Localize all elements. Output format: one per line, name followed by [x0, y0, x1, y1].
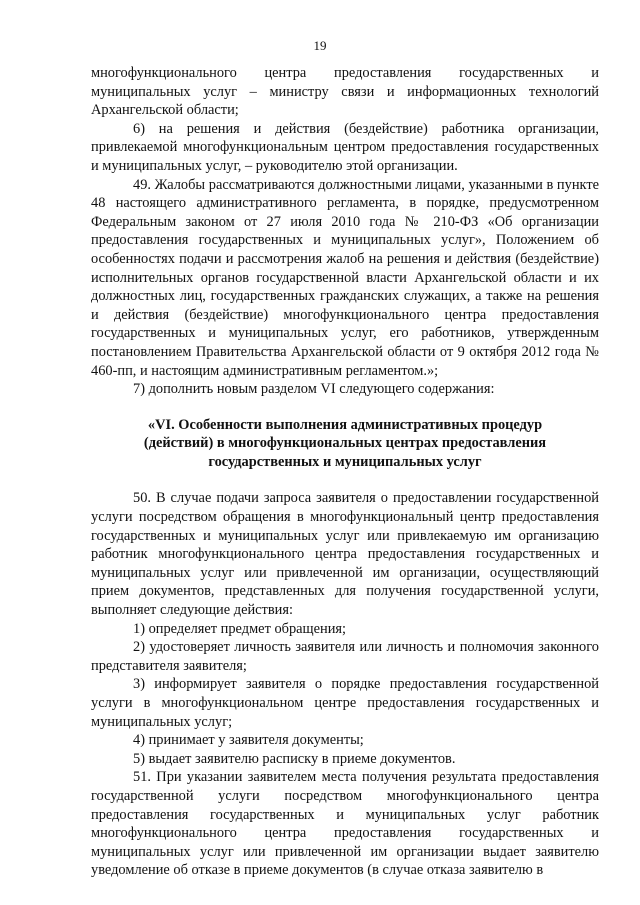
- paragraph-item-7: 7) дополнить новым разделом VI следующего содержания:: [133, 381, 495, 398]
- list-item-2: 2) удостоверяет личность заявителя или личность и полномочия законного представителя заявителя;: [91, 639, 599, 674]
- list-item-4: 4) принимает у заявителя документы;: [133, 732, 364, 749]
- paragraph-51: 51. При указании заявителем места получения результата предоставления государственной услуги посредством многофункционального центра предоставления государственных и муниципальных услуг работник многофункционального центра предоставления государственных и муниципальных услуг или привлеченной им организации выдает заявителю уведомление об отказе в приеме документов (в случае отказа заявителю в: [91, 769, 599, 879]
- section-heading: «VI. Особенности выполнения административных процедур (действий) в многофункциональных центрах предоставления государственных и муниципальных услуг: [143, 416, 547, 470]
- page-number: 19: [313, 38, 327, 53]
- list-item-5: 5) выдает заявителю расписку в приеме документов.: [133, 750, 456, 767]
- document-body: [91, 64, 599, 880]
- paragraph-item-6: 6) на решения и действия (бездействие) работника организации, привлекаемой многофункциональным центром предоставления государственных и муниципальных услуг, – руководителю этой организации.: [91, 120, 599, 174]
- paragraph-49: 49. Жалобы рассматриваются должностными лицами, указанными в пункте 48 настоящего административного регламента, в порядке, предусмотренном Федеральным законом от 27 июля 2010 года № 210-ФЗ «Об организации предоставления государственных и муниципальных услуг», Положением об особенностях подачи и рассмотрения жалоб на решения и действия (бездействие) исполнительных органов государственной власти Архангельской области и их должностных лиц, государственных гражданских служащих, а также на решения и действия (бездействие) многофункционального центра предоставления государственных и муниципальных услуг, его работников, утвержденным постановлением Правительства Архангельской области от 9 октября 2012 года № 460-пп, и настоящим административным регламентом.»;: [91, 176, 599, 379]
- paragraph-50: 50. В случае подачи запроса заявителя о предоставлении государственной услуги посредством обращения в многофункциональный центр предоставления государственных и муниципальных услуг или привлекаемую им организацию работник многофункционального центра предоставления государственных и муниципальных услуг или привлеченной им организации, осуществляющий прием документов, представленных для получения государственной услуги, выполняет следующие действия:: [91, 490, 599, 619]
- list-item-1: 1) определяет предмет обращения;: [133, 620, 347, 637]
- paragraph-continuation: многофункционального центра предоставления государственных и муниципальных услуг – министру связи и информационных технологий Архангельской области;: [91, 65, 599, 119]
- list-item-3: 3) информирует заявителя о порядке предоставления государственной услуги в многофункциональном центре предоставления государственных и муниципальных услуг;: [91, 676, 599, 730]
